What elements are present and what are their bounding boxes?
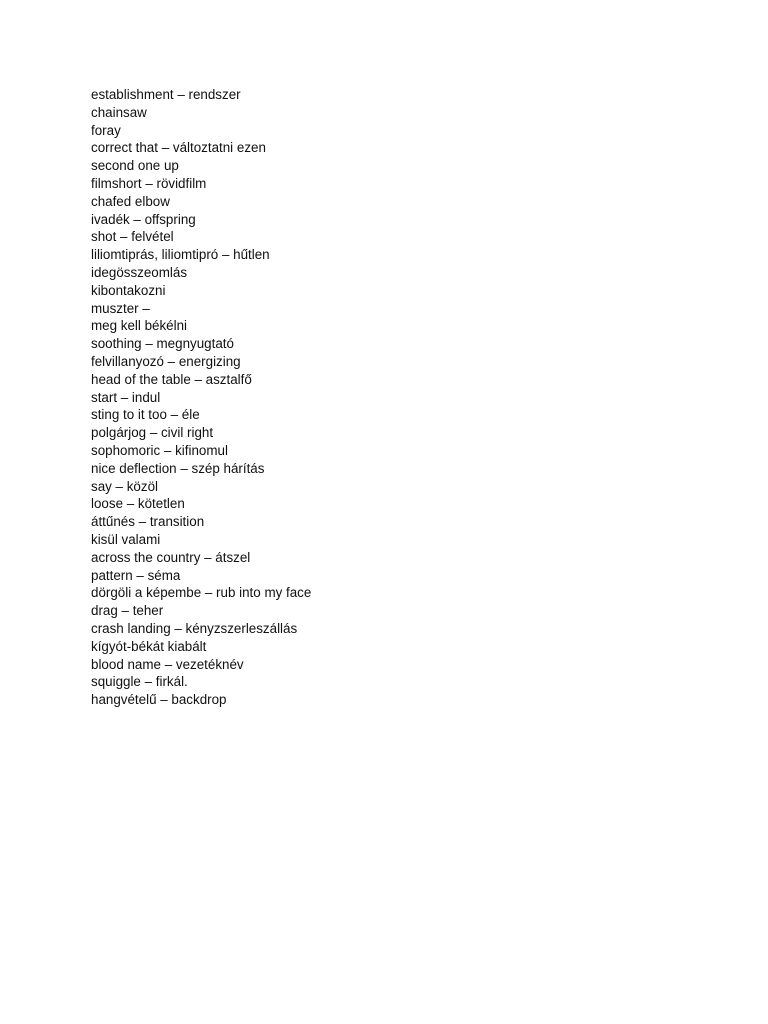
list-item: correct that – változtatni ezen (91, 140, 266, 156)
list-item: foray (91, 122, 121, 138)
list-item: hangvételű – backdrop (91, 692, 227, 708)
list-item: across the country – átszel (91, 549, 251, 565)
vocabulary-list (91, 86, 311, 709)
list-item: felvillanyozó – energizing (91, 353, 241, 369)
list-item: meg kell békélni (91, 318, 188, 334)
list-item: filmshort – rövidfilm (91, 175, 207, 191)
list-item: shot – felvétel (91, 229, 174, 245)
list-item: polgárjog – civil right (91, 425, 214, 441)
list-item: crash landing – kényzszerleszállás (91, 620, 298, 636)
list-item: head of the table – asztalfő (91, 371, 252, 387)
list-item: kisül valami (91, 531, 161, 547)
list-item: idegösszeomlás (91, 264, 188, 280)
list-item: loose – kötetlen (91, 496, 185, 512)
list-item: nice deflection – szép hárítás (91, 460, 265, 476)
list-item: kibontakozni (91, 282, 166, 298)
list-item: start – indul (91, 389, 161, 405)
list-item: kígyót-békát kiabált (91, 638, 207, 654)
list-item: liliomtiprás, liliomtipró – hűtlen (91, 247, 270, 263)
list-item: pattern – séma (91, 567, 181, 583)
list-item: áttűnés – transition (91, 514, 205, 530)
list-item: second one up (91, 158, 179, 174)
list-item: say – közöl (91, 478, 158, 494)
list-item: soothing – megnyugtató (91, 336, 234, 352)
list-item: squiggle – firkál. (91, 674, 188, 690)
list-item: chainsaw (91, 104, 147, 120)
list-item: blood name – vezetéknév (91, 656, 244, 672)
list-item: drag – teher (91, 603, 164, 619)
list-item: chafed elbow (91, 193, 170, 209)
list-item: dörgöli a képembe – rub into my face (91, 585, 312, 601)
list-item: establishment – rendszer (91, 87, 241, 102)
list-item: sophomoric – kifinomul (91, 442, 228, 458)
list-item: muszter – (91, 300, 150, 316)
list-item: sting to it too – éle (91, 407, 200, 423)
list-item: ivadék – offspring (91, 211, 196, 227)
